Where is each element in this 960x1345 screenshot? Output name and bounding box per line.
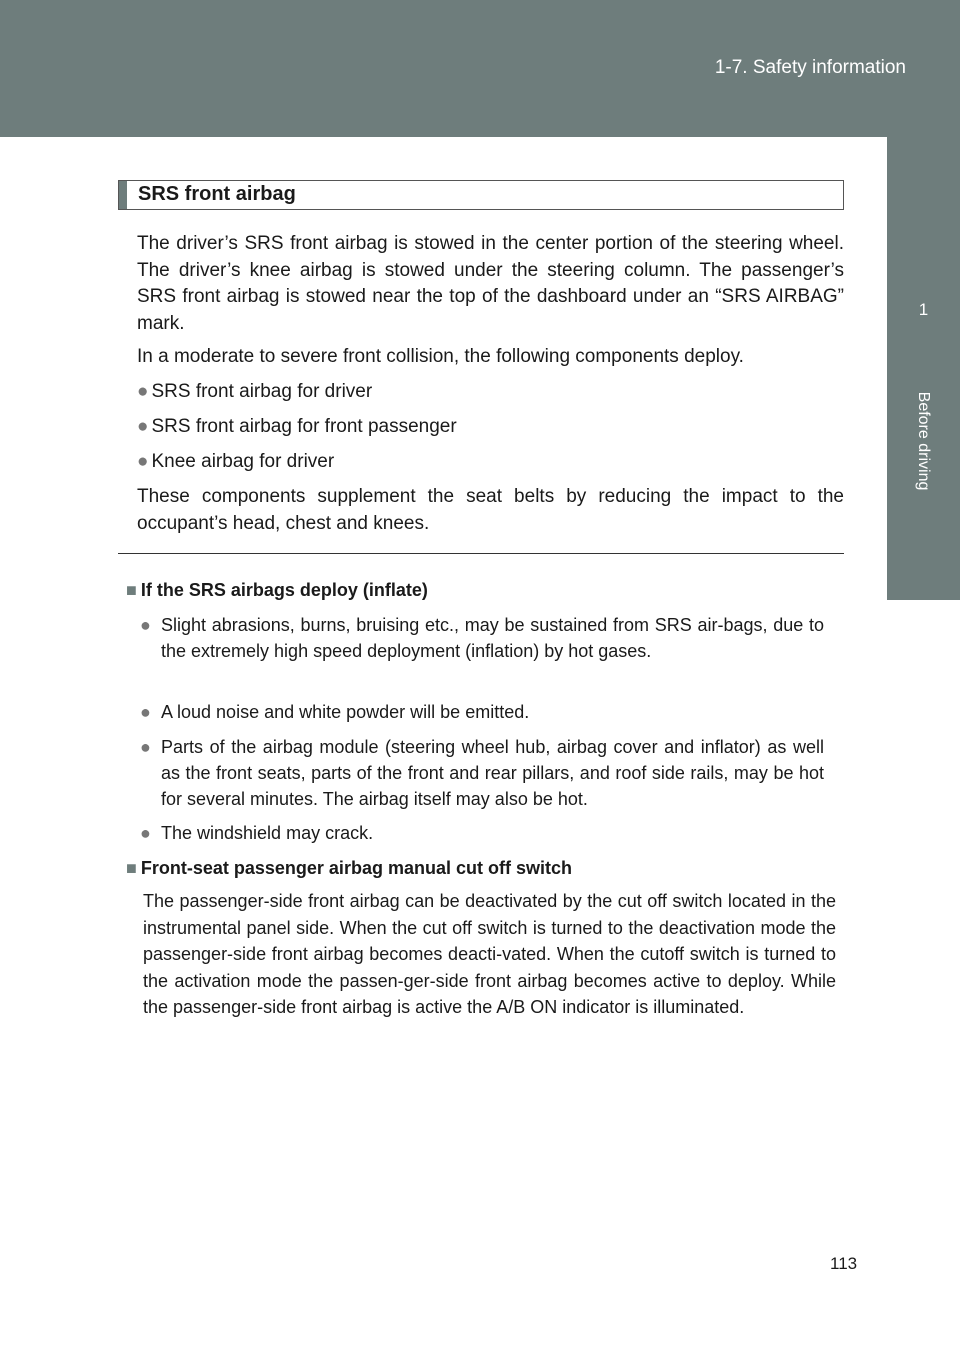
bullet-icon: ● [137, 416, 149, 437]
note-heading [126, 577, 428, 603]
switch-paragraph: The passenger-side front airbag can be deactivated by the cut off switch located in the instrumental panel side. When the cut off switch is turned to the deactivation mode the passenger-side front airbag becomes deacti-vated. When the cutoff switch is turned to the activation mode the passen-ger-side front airbag becomes active to deploy. While the passenger-side front airbag is active the A/B ON indicator is illuminated. [143, 891, 836, 1017]
list-item-text: A loud noise and white powder will be emitted. [161, 702, 530, 722]
list-item-text: SRS front airbag for driver [151, 381, 373, 402]
section-title: SRS front airbag [138, 183, 296, 205]
bullet-icon: ● [137, 381, 149, 402]
list-item-text: Slight abrasions, burns, bruising etc., may be sustained from SRS air-bags, due to the extremely high speed deployment (inflation) by hot gases. [161, 615, 824, 661]
closing-paragraph: These components supplement the seat belts by reducing the impact to the occupant’s head, chest and knees. [137, 486, 844, 534]
bullet-icon: ● [140, 823, 151, 843]
section-title-box [118, 180, 844, 210]
note-heading-text: Front-seat passenger airbag manual cut off switch [140, 858, 572, 878]
side-tab-label: Before driving [915, 391, 932, 491]
page-number: 113 [830, 1254, 858, 1273]
square-bullet-icon: ■ [126, 858, 137, 878]
list-item [140, 612, 824, 664]
list-item [137, 379, 372, 406]
list-item-text: Parts of the airbag module (steering wheel hub, airbag cover and inflator) as well as the front seats, parts of the front and rear pillars, and roof side rails, may be hot for several minutes. The airbag itself may also be hot. [161, 737, 824, 809]
intro-paragraph: The driver’s SRS front airbag is stowed in the center portion of the steering wheel. The driver’s knee airbag is stowed under the steering column. The passenger’s SRS front airbag is stowed near the top of the dashboard under an “SRS AIRBAG” mark. [137, 233, 844, 334]
list-item-text: The windshield may crack. [161, 823, 374, 843]
section-title-bar [119, 181, 127, 209]
section-divider [118, 553, 844, 554]
list-item-text: SRS front airbag for front passenger [151, 416, 457, 437]
list-item [140, 820, 824, 846]
chapter-section-title: 1-7. Safety information [714, 57, 906, 78]
note-heading [126, 855, 572, 881]
list-item [137, 449, 334, 476]
side-tab-number: 1 [918, 300, 929, 319]
lead-paragraph: In a moderate to severe front collision, the following components deploy. [137, 346, 744, 367]
bullet-icon: ● [140, 737, 151, 757]
list-item [140, 734, 824, 812]
list-item [137, 414, 457, 441]
bullet-icon: ● [140, 615, 151, 635]
bullet-icon: ● [137, 451, 149, 472]
bullet-icon: ● [140, 702, 151, 722]
note-heading-text: If the SRS airbags deploy (inflate) [140, 580, 428, 600]
square-bullet-icon: ■ [126, 580, 137, 600]
side-tab-number-block [887, 137, 960, 364]
list-item [140, 699, 824, 725]
list-item-text: Knee airbag for driver [151, 451, 335, 472]
